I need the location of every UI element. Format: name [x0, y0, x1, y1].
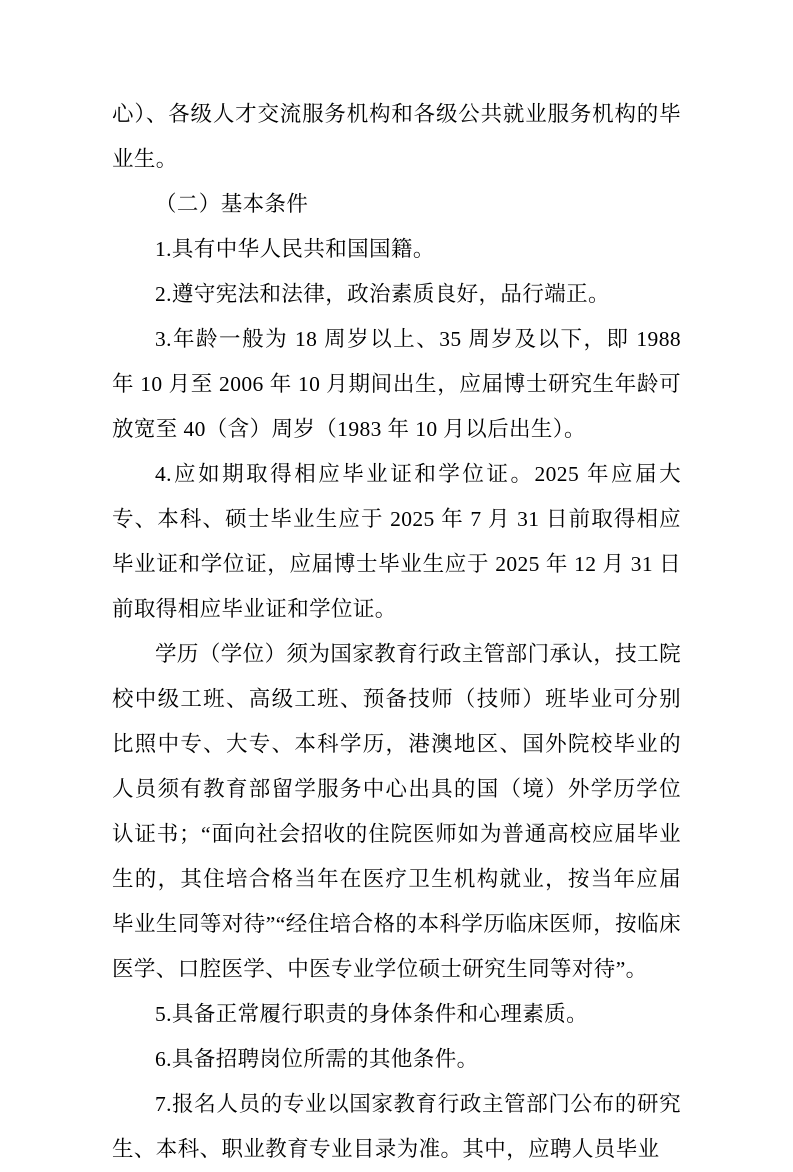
paragraph-item-7-majors: 7.报名人员的专业以国家教育行政主管部门公布的研究生、本科、职业教育专业目录为准。其中，应聘人员毕业: [112, 1092, 681, 1161]
paragraph-item-5-physical-psychological: 5.具备正常履行职责的身体条件和心理素质。: [155, 1002, 589, 1026]
paragraph-education-recognition: 学历（学位）须为国家教育行政主管部门承认，技工院校中级工班、高级工班、预备技师（技师）班毕业可分别比照中专、大专、本科学历，港澳地区、国外院校毕业的人员须有教育部留学服务中心出具的国（境）外学历学位认证书；“面向社会招收的住院医师如为普通高校应届毕业生的，其住培合格当年在医疗卫生机构就业，按当年应届毕业生同等对待”“经住培合格的本科学历临床医师，按临床医学、口腔医学、中医专业学位硕士研究生同等对待”。: [112, 642, 681, 981]
paragraph-item-3-age: 3.年龄一般为 18 周岁以上、35 周岁及以下，即 1988 年 10 月至 2006 年 10 月期间出生，应届博士研究生年龄可放宽至 40（含）周岁（1983 年 10 月以后出生）。: [112, 327, 681, 441]
paragraph-section-heading-basic-conditions: （二）基本条件: [155, 192, 309, 216]
paragraph-item-1-nationality: 1.具有中华人民共和国国籍。: [155, 237, 435, 261]
paragraph-continued-eligible-graduates: 心）、各级人才交流服务机构和各级公共就业服务机构的毕业生。: [112, 102, 681, 171]
document-body: [112, 92, 681, 1172]
paragraph-item-4-degree-certificates: 4.应如期取得相应毕业证和学位证。2025 年应届大专、本科、硕士毕业生应于 2025 年 7 月 31 日前取得相应毕业证和学位证，应届博士毕业生应于 2025 年 12 月 31 日前取得相应毕业证和学位证。: [112, 462, 681, 621]
paragraph-item-6-other-conditions: 6.具备招聘岗位所需的其他条件。: [155, 1047, 479, 1071]
paragraph-item-2-law-abiding: 2.遵守宪法和法律，政治素质良好，品行端正。: [155, 282, 610, 306]
